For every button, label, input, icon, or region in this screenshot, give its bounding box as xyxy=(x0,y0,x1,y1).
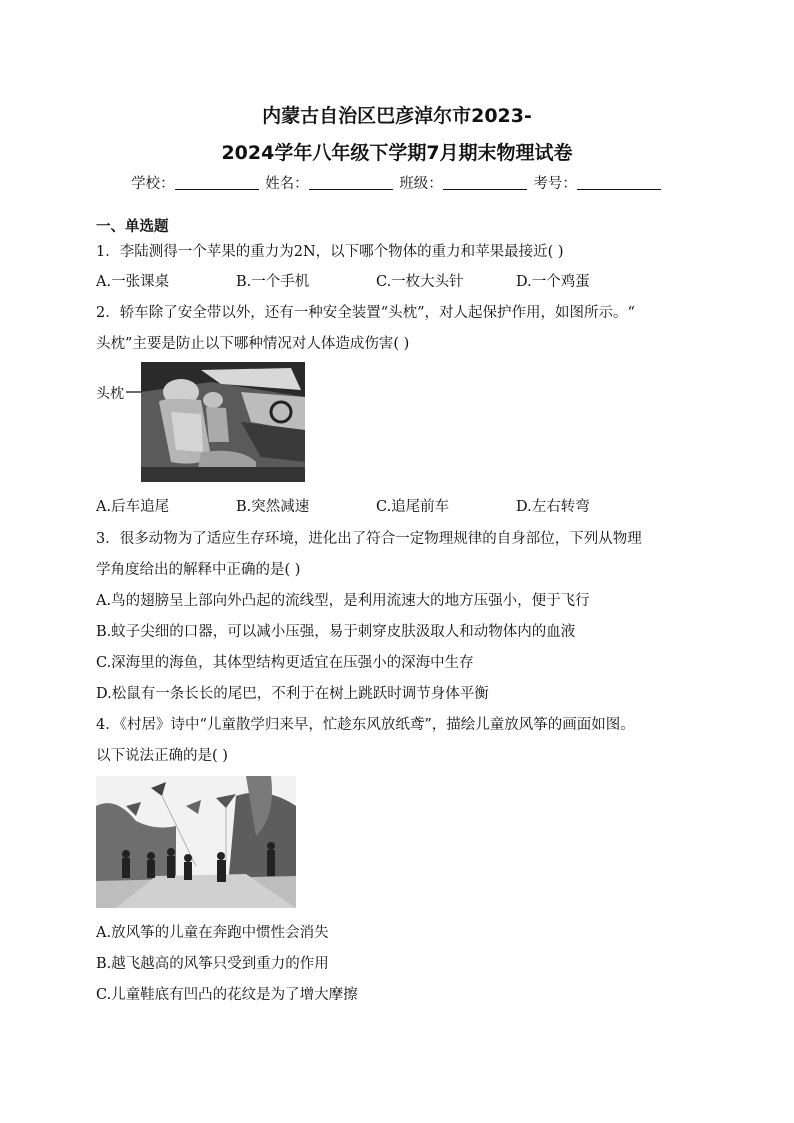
q3-option-d: D.松鼠有一条长长的尾巴，不利于在树上跳跃时调节身体平衡 xyxy=(96,686,489,702)
q2-option-d: D.左右转弯 xyxy=(516,499,590,515)
q2-option-c: C.追尾前车 xyxy=(376,499,450,515)
q3-option-b: B.蚊子尖细的口器，可以减小压强，易于刺穿皮肤汲取人和动物体内的血液 xyxy=(96,624,576,640)
school-blank[interactable] xyxy=(175,175,259,190)
exam-no-label: 考号： xyxy=(533,176,577,192)
question-2-text-line1: 2．轿车除了安全带以外，还有一种安全装置“头枕”，对人起保护作用，如图所示。“ xyxy=(96,305,635,321)
question-3-text-line1: 3．很多动物为了适应生存环境，进化出了符合一定物理规律的自身部位，下列从物理 xyxy=(96,531,642,547)
q4-option-c: C.儿童鞋底有凹凸的花纹是为了增大摩擦 xyxy=(96,987,358,1003)
class-label: 班级： xyxy=(399,176,443,192)
q4-option-a: A.放风筝的儿童在奔跑中惯性会消失 xyxy=(96,925,329,941)
q3-option-a: A.鸟的翅膀呈上部向外凸起的流线型，是利用流速大的地方压强小，便于飞行 xyxy=(96,593,590,609)
car-seat-photo xyxy=(141,362,305,482)
name-blank[interactable] xyxy=(309,175,393,190)
q1-option-b: B.一个手机 xyxy=(236,274,310,290)
name-label: 姓名： xyxy=(265,176,309,192)
q4-option-b: B.越飞越高的风筝只受到重力的作用 xyxy=(96,956,329,972)
headrest-label: 头枕 xyxy=(96,386,124,402)
question-2-options xyxy=(96,495,656,516)
question-4-text-line2: 以下说法正确的是( ) xyxy=(96,748,228,764)
exam-no-blank[interactable] xyxy=(577,175,661,190)
exam-title-line2: 2024学年八年级下学期7月期末物理试卷 xyxy=(221,142,573,164)
question-2-text-line2: 头枕”主要是防止以下哪种情况对人体造成伤害( ) xyxy=(96,336,410,352)
kite-flying-photo xyxy=(96,776,296,908)
q2-option-b: B.突然减速 xyxy=(236,499,310,515)
q1-option-a: A.一张课桌 xyxy=(96,274,170,290)
q3-option-c: C.深海里的海鱼，其体型结构更适宜在压强小的深海中生存 xyxy=(96,655,474,671)
exam-title-line1: 内蒙古自治区巴彦淖尔市2023- xyxy=(262,105,532,127)
question-1-text: 1．李陆测得一个苹果的重力为2N，以下哪个物体的重力和苹果最接近( ) xyxy=(96,244,564,260)
question-4-text-line1: 4．《村居》诗中“儿童散学归来早，忙趁东风放纸鸢”，描绘儿童放风筝的画面如图。 xyxy=(96,717,635,733)
question-3-text-line2: 学角度给出的解释中正确的是( ) xyxy=(96,562,301,578)
class-blank[interactable] xyxy=(443,175,527,190)
school-label: 学校： xyxy=(131,176,175,192)
q1-option-d: D.一个鸡蛋 xyxy=(516,274,590,290)
question-1-options xyxy=(96,270,656,291)
section-heading: 一、单选题 xyxy=(96,219,169,235)
student-info-fields xyxy=(0,172,794,193)
q2-option-a: A.后车追尾 xyxy=(96,499,170,515)
q1-option-c: C.一枚大头针 xyxy=(376,274,464,290)
